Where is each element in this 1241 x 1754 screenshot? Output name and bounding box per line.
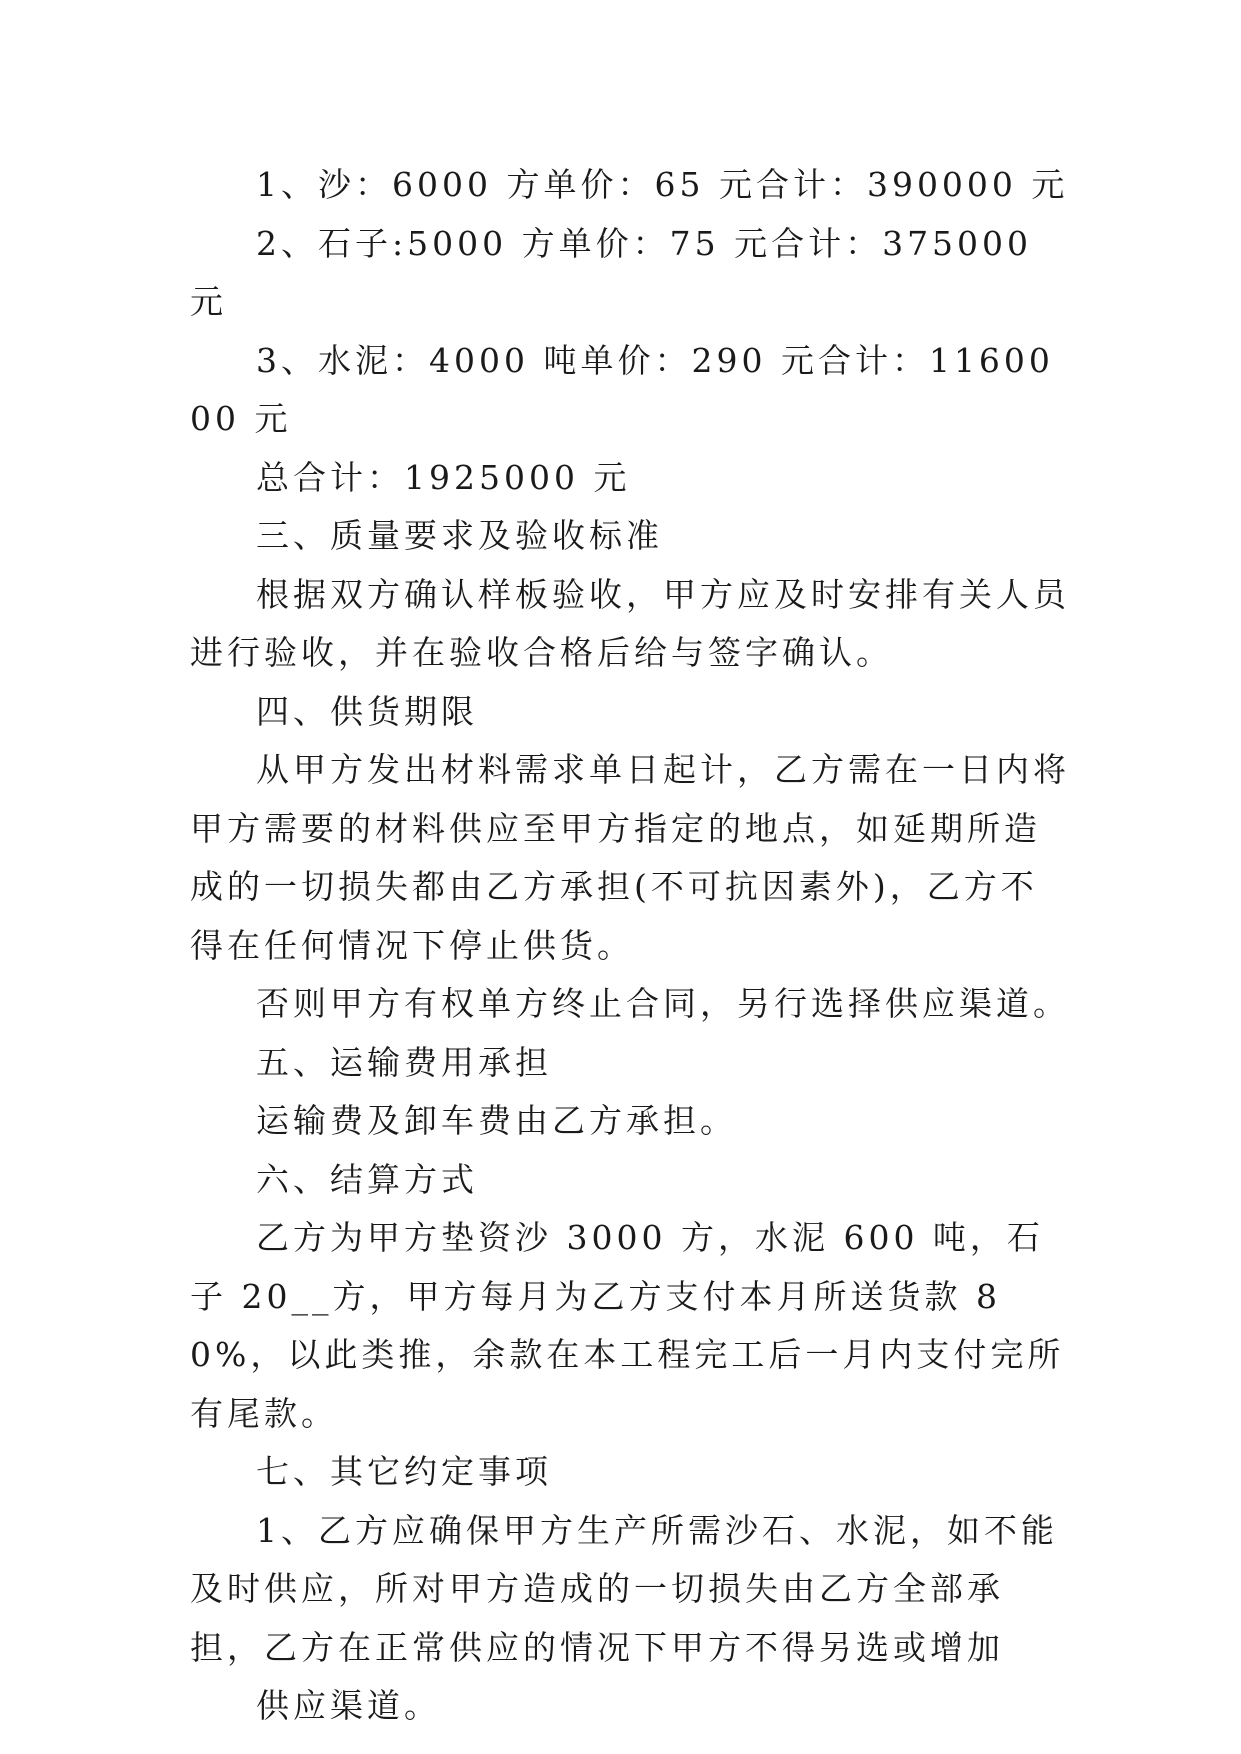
- document-body: [190, 156, 1070, 1736]
- section-heading-supply-period: 四、供货期限: [256, 691, 478, 731]
- price-line-stone: 2、石子:5000 方单价：75 元合计：375000 元: [190, 223, 1047, 321]
- price-line-cement: 3、水泥：4000 吨单价：290 元合计：1160000 元: [190, 340, 1054, 438]
- section-heading-settlement: 六、结算方式: [256, 1159, 478, 1199]
- termination-paragraph: 否则甲方有权单方终止合同，另行选择供应渠道。: [256, 984, 1070, 1023]
- other-terms-paragraph: 1、乙方应确保甲方生产所需沙石、水泥，如不能及时供应，所对甲方造成的一切损失由乙方全部承担，乙方在正常供应的情况下甲方不得另选或增加: [190, 1510, 1058, 1667]
- section-heading-transport: 五、运输费用承担: [256, 1042, 552, 1082]
- transport-paragraph: 运输费及卸车费由乙方承担。: [256, 1101, 737, 1140]
- other-terms-continuation: 供应渠道。: [256, 1686, 441, 1725]
- section-heading-quality: 三、质量要求及验收标准: [256, 516, 663, 555]
- quality-paragraph: 根据双方确认样板验收，甲方应及时安排有关人员进行验收，并在验收合格后给与签字确认。: [190, 574, 1070, 672]
- settlement-paragraph: 乙方为甲方垫资沙 3000 方，水泥 600 吨，石子 20__方，甲方每月为乙方支付本月所送货款 80%，以此类推，余款在本工程完工后一月内支付完所有尾款。: [190, 1218, 1065, 1433]
- price-line-sand: 1、沙：6000 方单价：65 元合计：390000 元: [256, 165, 1069, 204]
- supply-period-paragraph: 从甲方发出材料需求单日起计，乙方需在一日内将甲方需要的材料供应至甲方指定的地点，如延期所造成的一切损失都由乙方承担(不可抗因素外)，乙方不得在任何情况下停止供货。: [190, 750, 1070, 965]
- grand-total-line: 总合计：1925000 元: [256, 457, 631, 497]
- section-heading-other-terms: 七、其它约定事项: [256, 1452, 552, 1491]
